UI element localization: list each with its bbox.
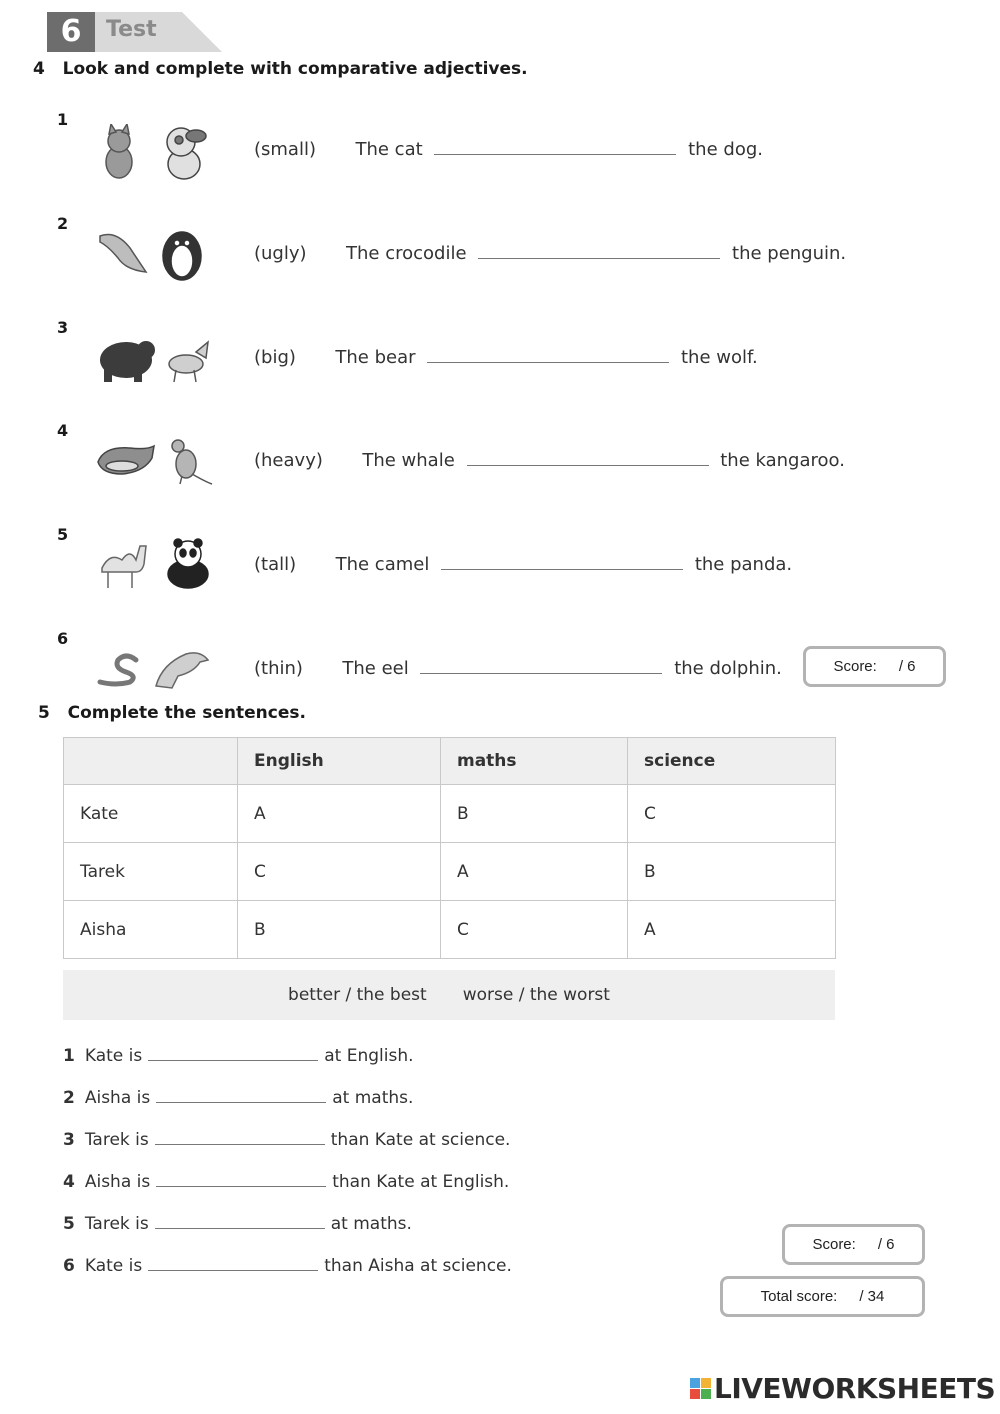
table-row bbox=[64, 843, 836, 901]
sentence-start: Tarek is bbox=[84, 1130, 149, 1150]
sentence-number: 4 bbox=[63, 1172, 75, 1192]
grade-cell: A bbox=[238, 785, 441, 843]
sentence-start: Tarek is bbox=[84, 1214, 149, 1234]
penguin-icon bbox=[163, 232, 201, 280]
dog-icon bbox=[167, 128, 206, 179]
ex4-sentence bbox=[254, 243, 846, 264]
exercise4-number: 4 bbox=[33, 59, 45, 79]
whale-kangaroo-picture bbox=[96, 436, 216, 488]
score-total: / 6 bbox=[877, 1236, 895, 1253]
sentence-end: the penguin. bbox=[732, 243, 847, 264]
sentence-end: the dog. bbox=[688, 139, 763, 160]
eel-dolphin-picture bbox=[96, 642, 216, 692]
cat-dog-picture bbox=[96, 124, 216, 182]
sentence-number: 2 bbox=[63, 1088, 75, 1108]
ex5-sentence bbox=[63, 1172, 509, 1192]
answer-blank[interactable] bbox=[434, 140, 676, 155]
crocodile-penguin-picture bbox=[96, 226, 216, 284]
dolphin-icon bbox=[156, 653, 208, 688]
sentence-start: The camel bbox=[335, 554, 430, 575]
grade-cell: C bbox=[441, 901, 628, 959]
sentence-end: the panda. bbox=[694, 554, 793, 575]
eel-icon bbox=[100, 656, 136, 684]
logo-blocks-icon bbox=[690, 1376, 712, 1402]
unit-title: Test bbox=[106, 17, 157, 42]
ex4-item-number: 1 bbox=[57, 110, 69, 129]
grade-cell: A bbox=[441, 843, 628, 901]
ex4-item-number: 2 bbox=[57, 214, 69, 233]
grade-cell: B bbox=[238, 901, 441, 959]
ex4-item-number: 4 bbox=[57, 421, 69, 440]
student-name: Tarek bbox=[64, 843, 238, 901]
sentence-start: The whale bbox=[362, 450, 455, 471]
ex5-sentence bbox=[63, 1130, 510, 1150]
whale-icon bbox=[98, 446, 154, 474]
crocodile-icon bbox=[100, 235, 146, 273]
answer-blank[interactable] bbox=[156, 1088, 326, 1103]
grade-cell: B bbox=[628, 843, 836, 901]
adjective-hint: (small) bbox=[254, 139, 316, 160]
bear-icon bbox=[100, 341, 155, 382]
exercise4-score-box bbox=[803, 646, 946, 687]
ex4-sentence bbox=[254, 658, 782, 679]
logo-text: LIVEWORKSHEETS bbox=[714, 1372, 996, 1405]
camel-panda-picture bbox=[96, 538, 216, 592]
ex4-item-number: 6 bbox=[57, 629, 69, 648]
sentence-end: at English. bbox=[324, 1046, 414, 1066]
exercise5-heading bbox=[38, 703, 306, 723]
sentence-end: the wolf. bbox=[680, 347, 758, 368]
ex5-sentence bbox=[63, 1214, 412, 1234]
total-score-box bbox=[720, 1276, 925, 1317]
sentence-start: Kate is bbox=[84, 1256, 143, 1276]
word-bank-option: worse / the worst bbox=[462, 985, 610, 1005]
bear-wolf-picture bbox=[96, 334, 216, 386]
liveworksheets-logo bbox=[690, 1372, 995, 1405]
student-name: Kate bbox=[64, 785, 238, 843]
answer-blank[interactable] bbox=[148, 1256, 318, 1271]
score-label: Score: bbox=[833, 658, 877, 675]
table-header-row bbox=[64, 738, 836, 785]
ex4-sentence bbox=[254, 450, 845, 471]
table-row bbox=[64, 785, 836, 843]
sentence-end: at maths. bbox=[330, 1214, 412, 1234]
sentence-number: 6 bbox=[63, 1256, 75, 1276]
table-header-cell: science bbox=[628, 738, 836, 785]
sentence-start: Kate is bbox=[84, 1046, 143, 1066]
adjective-hint: (tall) bbox=[254, 554, 297, 575]
total-score-value: / 34 bbox=[859, 1288, 885, 1305]
sentence-end: the kangaroo. bbox=[720, 450, 845, 471]
answer-blank[interactable] bbox=[420, 659, 662, 674]
ex5-sentence bbox=[63, 1046, 414, 1066]
panda-icon bbox=[168, 539, 208, 588]
table-header-cell: English bbox=[238, 738, 441, 785]
score-total: / 6 bbox=[898, 658, 916, 675]
answer-blank[interactable] bbox=[155, 1130, 325, 1145]
grade-cell: A bbox=[628, 901, 836, 959]
ex4-sentence bbox=[254, 554, 792, 575]
adjective-hint: (heavy) bbox=[254, 450, 323, 471]
camel-icon bbox=[102, 546, 146, 588]
answer-blank[interactable] bbox=[441, 555, 683, 570]
score-label: Score: bbox=[812, 1236, 856, 1253]
ex5-sentence bbox=[63, 1256, 512, 1276]
adjective-hint: (thin) bbox=[254, 658, 303, 679]
exercise5-instruction: Complete the sentences. bbox=[67, 703, 306, 723]
ex5-sentence bbox=[63, 1088, 413, 1108]
sentence-end: than Kate at science. bbox=[330, 1130, 511, 1150]
word-bank-option: better / the best bbox=[288, 985, 427, 1005]
answer-blank[interactable] bbox=[467, 451, 709, 466]
sentence-number: 1 bbox=[63, 1046, 75, 1066]
sentence-end: than Kate at English. bbox=[332, 1172, 510, 1192]
sentence-start: The crocodile bbox=[346, 243, 467, 264]
exercise5-score-box bbox=[782, 1224, 925, 1265]
kangaroo-icon bbox=[172, 440, 212, 484]
unit-number: 6 bbox=[47, 12, 95, 52]
sentence-start: The cat bbox=[355, 139, 423, 160]
grade-cell: B bbox=[441, 785, 628, 843]
wolf-icon bbox=[169, 342, 208, 382]
total-score-label: Total score: bbox=[760, 1288, 838, 1305]
ex4-sentence bbox=[254, 139, 763, 160]
ex4-item-number: 5 bbox=[57, 525, 69, 544]
sentence-start: Aisha is bbox=[84, 1088, 151, 1108]
adjective-hint: (ugly) bbox=[254, 243, 307, 264]
exercise4-instruction: Look and complete with comparative adjectives. bbox=[62, 59, 528, 79]
adjective-hint: (big) bbox=[254, 347, 296, 368]
table-row bbox=[64, 901, 836, 959]
sentence-number: 5 bbox=[63, 1214, 75, 1234]
ex4-item-number: 3 bbox=[57, 318, 69, 337]
sentence-number: 3 bbox=[63, 1130, 75, 1150]
sentence-start: The bear bbox=[335, 347, 416, 368]
answer-blank[interactable] bbox=[156, 1172, 326, 1187]
sentence-end: than Aisha at science. bbox=[324, 1256, 512, 1276]
answer-blank[interactable] bbox=[155, 1214, 325, 1229]
student-name: Aisha bbox=[64, 901, 238, 959]
sentence-start: Aisha is bbox=[84, 1172, 151, 1192]
table-header-cell bbox=[64, 738, 238, 785]
grade-cell: C bbox=[628, 785, 836, 843]
sentence-end: the dolphin. bbox=[674, 658, 782, 679]
exercise4-heading bbox=[33, 59, 528, 79]
word-bank bbox=[63, 970, 835, 1020]
sentence-end: at maths. bbox=[332, 1088, 414, 1108]
grade-cell: C bbox=[238, 843, 441, 901]
exercise5-number: 5 bbox=[38, 703, 50, 723]
cat-icon bbox=[106, 124, 132, 178]
table-header-cell: maths bbox=[441, 738, 628, 785]
answer-blank[interactable] bbox=[478, 244, 720, 259]
ex4-sentence bbox=[254, 347, 758, 368]
answer-blank[interactable] bbox=[148, 1046, 318, 1061]
grades-table bbox=[63, 737, 836, 959]
answer-blank[interactable] bbox=[427, 348, 669, 363]
sentence-start: The eel bbox=[342, 658, 409, 679]
